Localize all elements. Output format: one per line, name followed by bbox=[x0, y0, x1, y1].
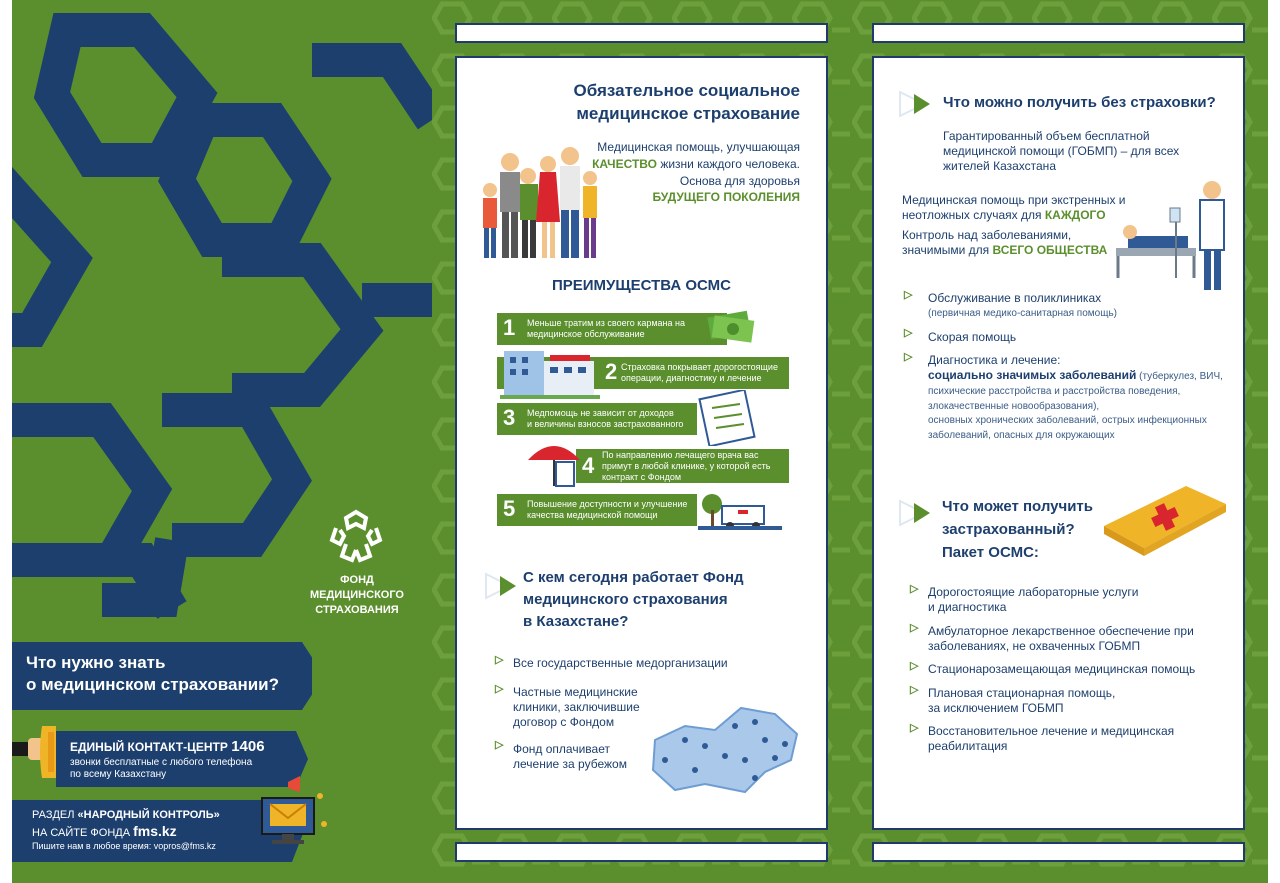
service-2: Скорая помощь bbox=[928, 330, 1017, 344]
who-item-2-line-3: договор с Фондом bbox=[513, 715, 615, 729]
who-title-line-3: в Казахстане? bbox=[523, 613, 629, 630]
advantage-3-number: 3 bbox=[503, 405, 516, 430]
intro-line-3: Основа для здоровья bbox=[679, 174, 800, 188]
emergency-line-2: неотложных случаях для bbox=[902, 208, 1045, 222]
monitor-envelope-icon bbox=[252, 776, 332, 856]
contact-title: ЕДИНЫЙ КОНТАКТ-ЦЕНТР bbox=[70, 740, 228, 754]
phone-hand-icon bbox=[12, 724, 62, 780]
section-arrow-icon bbox=[896, 84, 936, 124]
advantage-4-line-3: контракт с Фондом bbox=[602, 472, 682, 482]
who-title-line-2: медицинского страхования bbox=[523, 591, 728, 608]
ambulance-icon bbox=[698, 486, 782, 530]
package-bullet-3-icon: ▷ bbox=[910, 660, 919, 672]
advantage-2-number: 2 bbox=[605, 359, 618, 384]
who-bullet-2-icon: ▷ bbox=[495, 683, 504, 695]
bottom-strip-middle bbox=[455, 842, 828, 862]
package-bullet-1-icon: ▷ bbox=[910, 583, 919, 595]
advantage-5-line-2: качества медицинской помощи bbox=[527, 510, 658, 520]
control-line2-pre: НА САЙТЕ ФОНДА bbox=[32, 827, 134, 839]
hospital-icon bbox=[500, 345, 604, 401]
diag-line-1: психические расстройства и расстройства поведения, bbox=[928, 386, 1181, 397]
no-insurance-title: Что можно получить без страховки? bbox=[943, 94, 1216, 111]
advantage-4-line-2: примут в любой клинике, у которой есть bbox=[602, 461, 771, 471]
insured-title-line-3: Пакет ОСМС: bbox=[942, 544, 1039, 561]
section-arrow-icon bbox=[480, 566, 520, 606]
package-2-line-1: Амбулаторное лекарственное обеспечение при bbox=[928, 624, 1194, 638]
service-3: Диагностика и лечение: bbox=[928, 353, 1061, 367]
service-1-sub: (первичная медико-санитарная помощь) bbox=[928, 308, 1117, 319]
advantage-1-number: 1 bbox=[503, 315, 516, 340]
gobmp-line-2: медицинской помощи (ГОБМП) – для всех bbox=[943, 144, 1180, 158]
package-1-line-1: Дорогостоящие лабораторные услуги bbox=[928, 585, 1139, 599]
who-bullet-3-icon: ▷ bbox=[495, 739, 504, 751]
package-bullet-2-icon: ▷ bbox=[910, 622, 919, 634]
advantage-4-line-1: По направлению лечащего врача вас bbox=[602, 450, 759, 460]
package-bullet-5-icon: ▷ bbox=[910, 722, 919, 734]
gobmp-line-3: жителей Казахстана bbox=[943, 159, 1056, 173]
money-icon bbox=[705, 306, 755, 346]
advantage-1-line-1: Меньше тратим из своего кармана на bbox=[527, 318, 685, 328]
control-line-1: Контроль над заболеваниями, bbox=[902, 228, 1072, 242]
advantages-title: ПРЕИМУЩЕСТВА ОСМС bbox=[551, 277, 732, 294]
advantage-2-line-1: Страховка покрывает дорогостоящие bbox=[621, 362, 778, 372]
advantage-5-number: 5 bbox=[503, 496, 516, 521]
diag-line-4: заболеваний, опасных для окружающих bbox=[928, 430, 1115, 441]
advantage-3-line-2: и величины взносов застрахованного bbox=[527, 419, 684, 429]
package-5-line-2: реабилитация bbox=[928, 739, 1008, 753]
umbrella-icon bbox=[524, 436, 584, 492]
service-1: Обслуживание в поликлиниках bbox=[928, 291, 1102, 305]
advantage-4-number: 4 bbox=[582, 453, 595, 478]
service-bullet-3-icon: ▷ bbox=[904, 351, 913, 363]
control-society: ВСЕГО ОБЩЕСТВА bbox=[992, 243, 1108, 257]
advantage-2-line-2: операции, диагностику и лечение bbox=[621, 373, 762, 383]
middle-title-line-2: медицинское страхование bbox=[576, 104, 800, 123]
who-bullet-1-icon: ▷ bbox=[495, 654, 504, 666]
package-bullet-4-icon: ▷ bbox=[910, 684, 919, 696]
package-4-line-1: Плановая стационарная помощь, bbox=[928, 686, 1116, 700]
package-4-line-2: за исключением ГОБМП bbox=[928, 701, 1064, 715]
contact-line-2: по всему Казахстану bbox=[70, 769, 167, 780]
checklist-icon bbox=[696, 390, 760, 446]
emergency-line-1: Медицинская помощь при экстренных и bbox=[902, 193, 1126, 207]
advantage-3 bbox=[497, 403, 697, 435]
site-link[interactable]: fms.kz bbox=[133, 823, 177, 839]
first-aid-box-illustration bbox=[1098, 478, 1232, 558]
logo-text-3: СТРАХОВАНИЯ bbox=[315, 604, 399, 616]
top-strip-right bbox=[872, 23, 1245, 43]
who-item-1: Все государственные медорганизации bbox=[513, 656, 728, 670]
advantage-1-line-2: медицинское обслуживание bbox=[527, 329, 645, 339]
package-5-line-1: Восстановительное лечение и медицинская bbox=[928, 724, 1175, 738]
control-line-3: Пишите нам в любое время: vopros@fms.kz bbox=[32, 841, 216, 851]
who-item-3-line-2: лечение за рубежом bbox=[513, 757, 627, 771]
middle-title-line-1: Обязательное социальное bbox=[573, 81, 800, 100]
who-item-2-line-2: клиники, заключившие bbox=[513, 700, 640, 714]
gobmp-line-1: Гарантированный объем бесплатной bbox=[943, 129, 1150, 143]
fms-logo-icon bbox=[328, 508, 384, 564]
advantage-5-line-1: Повышение доступности и улучшение bbox=[527, 499, 688, 509]
service-bullet-1-icon: ▷ bbox=[904, 289, 913, 301]
contact-line-1: звонки бесплатные с любого телефона bbox=[70, 757, 253, 768]
who-item-2-line-1: Частные медицинские bbox=[513, 685, 638, 699]
advantage-4 bbox=[576, 449, 789, 483]
who-title-line-1: С кем сегодня работает Фонд bbox=[523, 569, 744, 586]
diag-line-2: злокачественные новообразования), bbox=[928, 401, 1100, 412]
advantage-1 bbox=[497, 313, 727, 345]
diag-bold: социально значимых заболеваний bbox=[928, 368, 1137, 382]
family-illustration bbox=[470, 142, 610, 262]
intro-quality: КАЧЕСТВО bbox=[592, 157, 657, 171]
diag-rest: (туберкулез, ВИЧ, bbox=[1136, 371, 1223, 382]
section-arrow-icon bbox=[896, 493, 936, 533]
package-2-line-2: заболеваниях, не охваченных ГОБМП bbox=[928, 639, 1141, 653]
bottom-strip-right bbox=[872, 842, 1245, 862]
contact-number[interactable]: 1406 bbox=[231, 738, 265, 755]
logo-text-1: ФОНД bbox=[340, 574, 374, 586]
intro-future: БУДУЩЕГО ПОКОЛЕНИЯ bbox=[652, 190, 800, 204]
who-item-3-line-1: Фонд оплачивает bbox=[513, 742, 610, 756]
logo-text-2: МЕДИЦИНСКОГО bbox=[310, 589, 404, 601]
doctor-patient-illustration bbox=[1108, 178, 1238, 298]
emergency-everyone: КАЖДОГО bbox=[1044, 208, 1106, 222]
control-line-2: значимыми для bbox=[902, 243, 993, 257]
insured-title-line-1: Что может получить bbox=[942, 498, 1093, 515]
package-3-line-1: Стационарозамещающая медицинская помощь bbox=[928, 662, 1196, 676]
intro-line-2: жизни каждого человека. bbox=[656, 157, 800, 171]
intro-line-1: Медицинская помощь, улучшающая bbox=[597, 140, 800, 154]
package-1-line-2: и диагностика bbox=[928, 600, 1007, 614]
control-line1-bold: «НАРОДНЫЙ КОНТРОЛЬ» bbox=[77, 809, 220, 821]
top-strip-middle bbox=[455, 23, 828, 43]
service-bullet-2-icon: ▷ bbox=[904, 327, 913, 339]
main-title-line-1: Что нужно знать bbox=[26, 653, 166, 672]
advantage-5 bbox=[497, 494, 697, 526]
diag-line-3: основных хронических заболеваний, острых инфекционных bbox=[928, 415, 1207, 426]
main-title-line-2: о медицинском страховании? bbox=[26, 675, 280, 694]
control-line1-pre: РАЗДЕЛ bbox=[32, 809, 78, 821]
insured-title-line-2: застрахованный? bbox=[942, 521, 1075, 538]
kazakhstan-map-illustration bbox=[645, 700, 805, 800]
advantage-3-line-1: Медпомощь не зависит от доходов bbox=[527, 408, 674, 418]
cover-panel bbox=[12, 0, 432, 883]
